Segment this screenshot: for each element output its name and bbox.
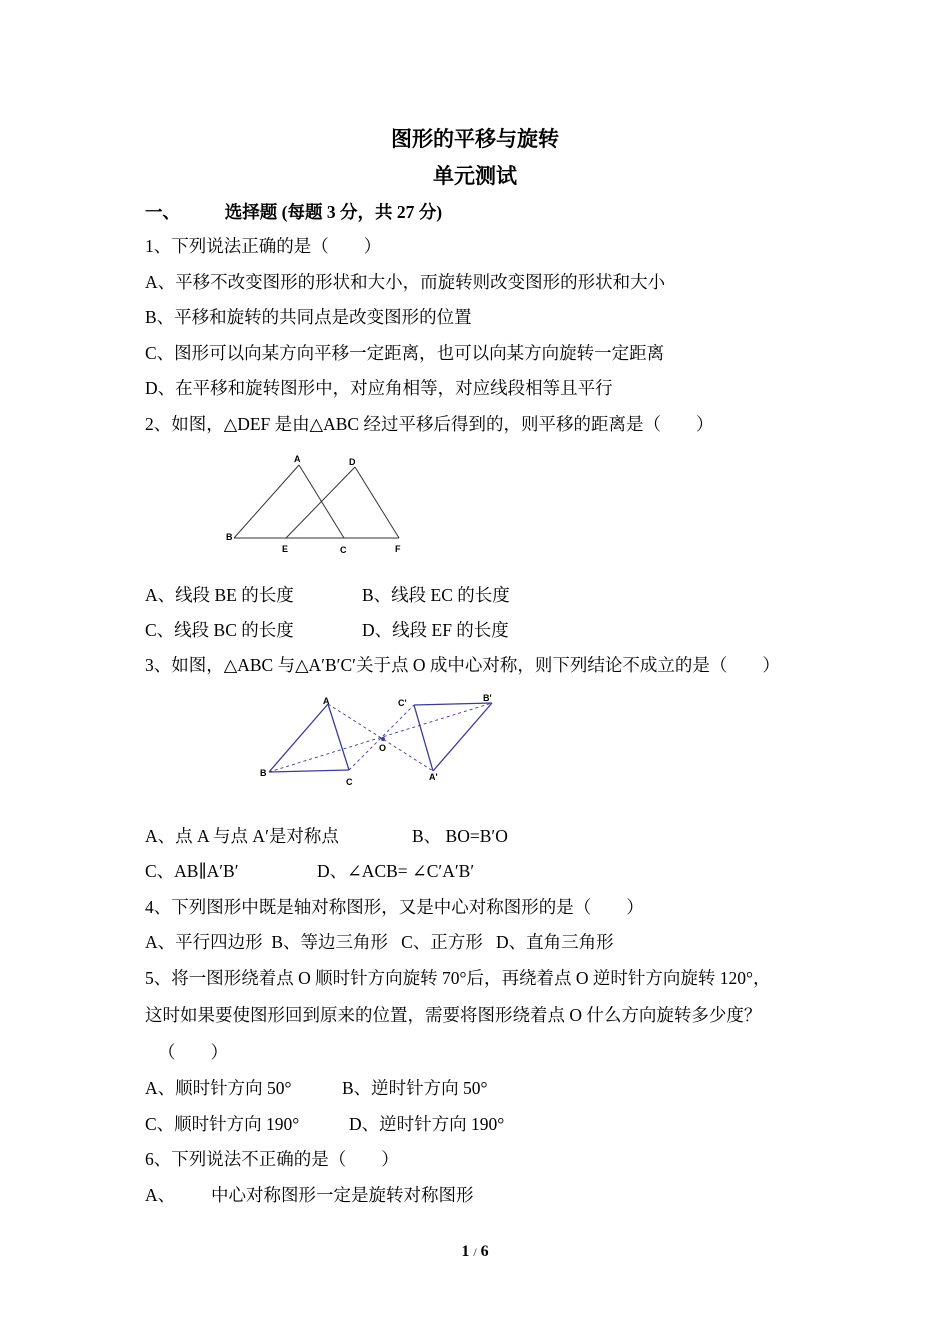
section-number: 一、 (145, 202, 180, 222)
q6-option-a-label: A、 (145, 1185, 176, 1205)
q2-option-b: B、线段 EC 的长度 (362, 585, 510, 605)
q4-options: A、平行四边形 B、等边三角形 C、正方形 D、直角三角形 (145, 932, 614, 952)
q3-line-bc (269, 770, 349, 772)
q5-option-d: D、逆时针方向 190° (349, 1114, 505, 1134)
q2-label-c: C (340, 545, 347, 555)
q2-label-e: E (282, 544, 289, 554)
section-title: 选择题 (每题 3 分，共 27 分) (224, 202, 443, 222)
q5-stem-line3: （ ） (158, 1042, 228, 1062)
page-number (0, 1243, 950, 1261)
q3-dash-bb2 (269, 703, 492, 772)
q3-label-a: A (323, 696, 330, 706)
q3-label-o: O (379, 743, 387, 753)
q3-label-a-prime: A' (429, 772, 438, 782)
total-pages: 6 (480, 1243, 489, 1260)
page-separator: / (473, 1245, 477, 1259)
q2-line-ed (286, 467, 355, 538)
q3-figure (256, 690, 506, 790)
q2-label-b: B (226, 532, 233, 542)
q5-option-c: C、顺时针方向 190° (145, 1114, 300, 1134)
doc-title: 图形的平移与旋转 (391, 127, 559, 151)
q6-option-a-text: 中心对称图形一定是旋转对称图形 (211, 1185, 474, 1205)
q5-option-a: A、顺时针方向 50° (145, 1078, 292, 1098)
q3-label-c: C (346, 777, 353, 787)
q5-stem-line1: 5、将一图形绕着点 O 顺时针方向旋转 70°后，再绕着点 O 逆时针方向旋转 120°， (145, 968, 771, 988)
q1-option-c: C、图形可以向某方向平移一定距离，也可以向某方向旋转一定距离 (145, 343, 665, 363)
q3-option-a: A、点 A 与点 A′是对称点 (145, 826, 339, 846)
q2-option-c: C、线段 BC 的长度 (145, 620, 294, 640)
q1-option-d: D、在平移和旋转图形中，对应角相等，对应线段相等且平行 (145, 378, 613, 398)
q6-stem: 6、下列说法不正确的是（ ） (145, 1149, 399, 1169)
q5-option-b: B、逆时针方向 50° (342, 1078, 488, 1098)
q2-line-df (355, 467, 399, 538)
doc-subtitle: 单元测试 (433, 164, 517, 188)
q1-option-b: B、平移和旋转的共同点是改变图形的位置 (145, 307, 472, 327)
q2-label-d: D (349, 457, 356, 467)
current-page: 1 (461, 1243, 470, 1260)
q3-option-c: C、AB∥A′B′ (145, 861, 239, 881)
section-heading (145, 199, 442, 224)
q3-line-a2b2 (433, 703, 492, 771)
q3-label-c-prime: C' (398, 698, 407, 708)
q3-label-b: B (260, 768, 267, 778)
q3-option-d: D、∠ACB= ∠C′A′B′ (317, 861, 475, 881)
q3-dash-cc2 (349, 705, 414, 770)
q3-option-b: B、 BO=B′O (412, 826, 508, 846)
q3-stem: 3、如图，△ABC 与△A′B′C′关于点 O 成中心对称，则下列结论不成立的是（ ） (145, 655, 780, 675)
q1-stem: 1、下列说法正确的是（ ） (145, 236, 382, 256)
q5-stem-line2: 这时如果要使图形回到原来的位置，需要将图形绕着点 O 什么方向旋转多少度？ (145, 1005, 762, 1025)
q3-line-ba (269, 704, 328, 772)
q2-figure (222, 450, 412, 560)
q2-line-ba (234, 465, 299, 538)
q1-option-a: A、平移不改变图形的形状和大小，而旋转则改变图形的形状和大小 (145, 272, 666, 292)
q2-option-a: A、线段 BE 的长度 (145, 585, 294, 605)
q3-line-c2a2 (414, 705, 433, 771)
q3-line-ac (328, 704, 349, 770)
q3-point-o (381, 737, 385, 741)
q2-label-a: A (294, 454, 301, 464)
q4-stem: 4、下列图形中既是轴对称图形，又是中心对称图形的是（ ） (145, 897, 644, 917)
q3-line-c2b2 (414, 703, 492, 705)
q2-label-f: F (395, 544, 401, 554)
q2-stem: 2、如图，△DEF 是由△ABC 经过平移后得到的，则平移的距离是（ ） (145, 414, 714, 434)
q2-option-d: D、线段 EF 的长度 (362, 620, 509, 640)
q3-label-b-prime: B' (483, 693, 492, 703)
